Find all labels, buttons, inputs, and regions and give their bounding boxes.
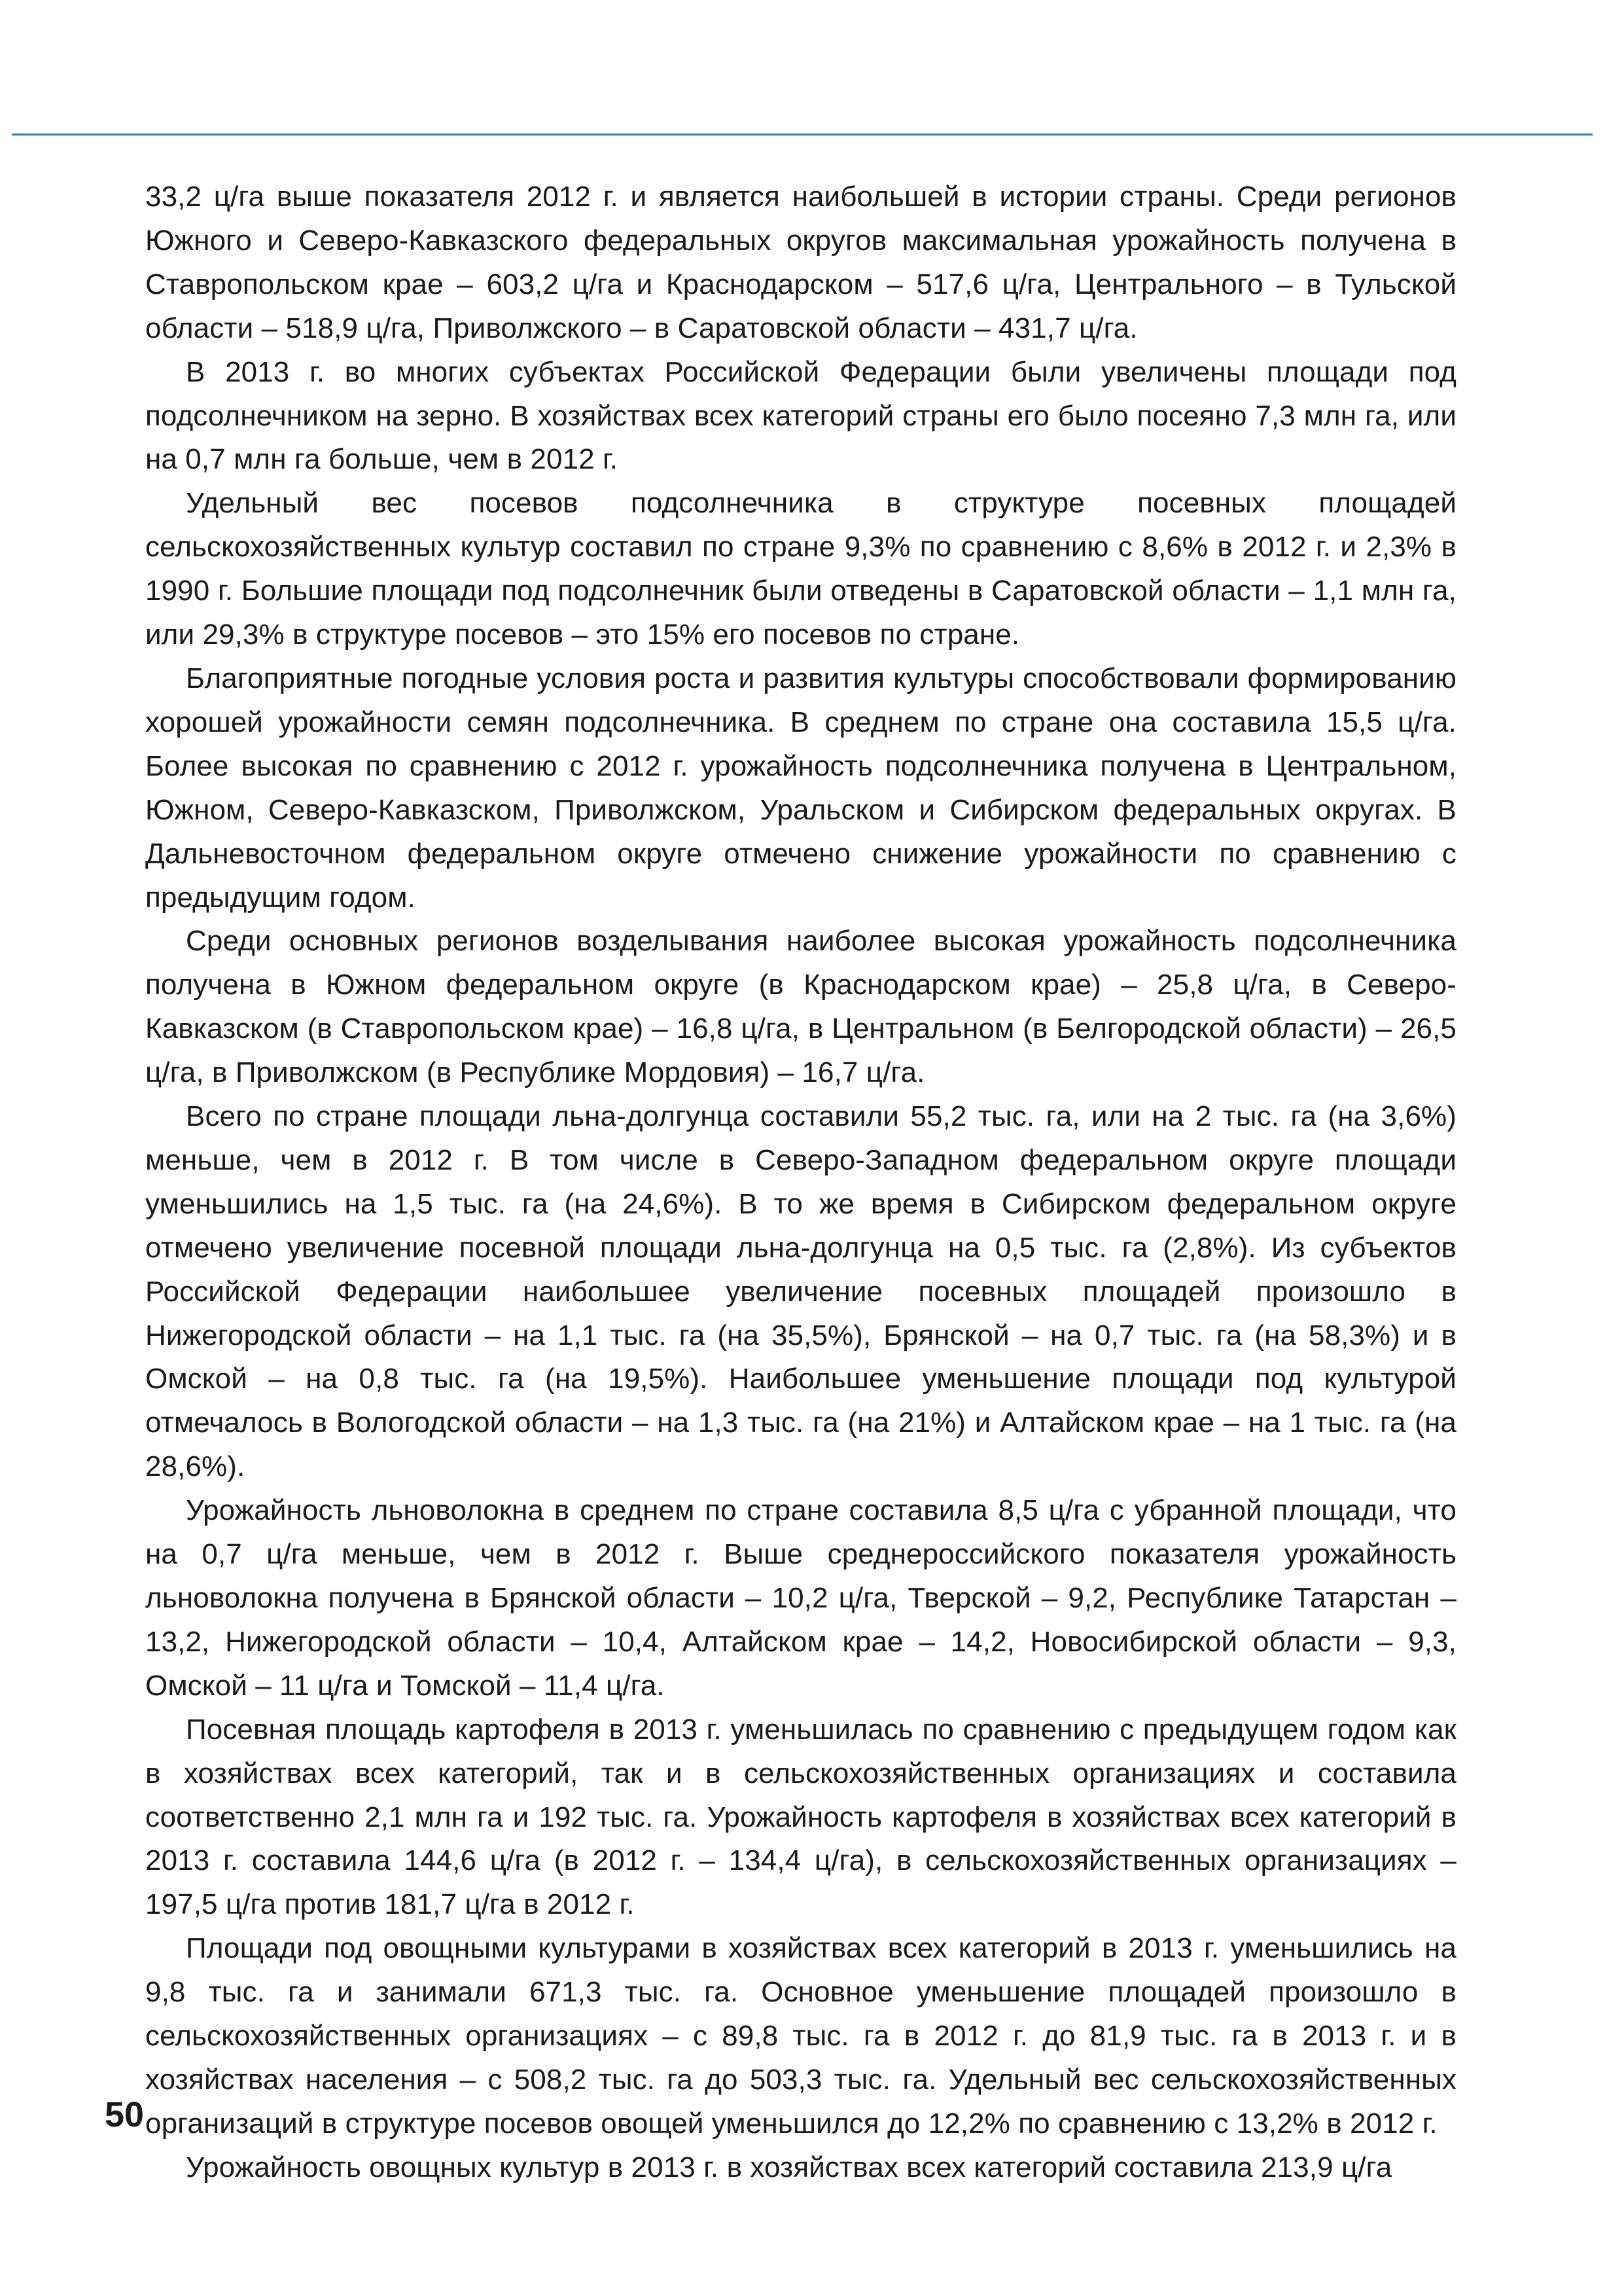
paragraph-2: В 2013 г. во многих субъектах Российской Федерации были увеличены площади под подсолнечником на зерно. В хозяйствах всех категорий страны его было посеяно 7,3 млн га, или на 0,7 млн га больше, чем в 2012 г. <box>145 355 1457 476</box>
header-rule <box>12 134 1593 135</box>
paragraph-8: Посевная площадь картофеля в 2013 г. уменьшилась по сравнению с предыдущем годом как в хозяйствах всех категорий, так и в сельскохозяйственных организациях и составила соответственно 2,1 млн га и 192 тыс. га. Урожайность картофеля в хозяйствах всех категорий в 2013 г. составила 144,6 ц/га (в 2012 г. – 134,4 ц/га), в сельскохозяйственных организациях – 197,5 ц/га против 181,7 ц/га в 2012 г. <box>145 1713 1457 1921</box>
paragraph-6: Всего по стране площади льна-долгунца составили 55,2 тыс. га, или на 2 тыс. га (на 3,6%) меньше, чем в 2012 г. В том числе в Северо-Западном федеральном округе площади уменьшились на 1,5 тыс. га (на 24,6%). В то же время в Сибирском федеральном округе отмечено увеличение посевной площади льна-долгунца на 0,5 тыс. га (2,8%). Из субъектов Российской Федерации наибольшее увеличение посевных площадей произошло в Нижегородской области – на 1,1 тыс. га (на 35,5%), Брянской – на 0,7 тыс. га (на 58,3%) и в Омской – на 0,8 тыс. га (на 19,5%). Наибольшее уменьшение площади под культурой отмечалось в Вологодской области – на 1,3 тыс. га (на 21%) и Алтайском крае – на 1 тыс. га (на 28,6%). <box>145 1100 1457 1483</box>
body-text <box>145 175 1457 2190</box>
paragraph-3: Удельный вес посевов подсолнечника в структуре посевных площадей сельскохозяйственных культур составил по стране 9,3% по сравнению с 8,6% в 2012 г. и 2,3% в 1990 г. Большие площади под подсолнечник были отведены в Саратовской области – 1,1 млн га, или 29,3% в структуре посевов – это 15% его посевов по стране. <box>145 487 1457 651</box>
paragraph-7: Урожайность льноволокна в среднем по стране составила 8,5 ц/га с убранной площади, что на 0,7 ц/га меньше, чем в 2012 г. Выше среднероссийского показателя урожайность льноволокна получена в Брянской области – 10,2 ц/га, Тверской – 9,2, Республике Татарстан – 13,2, Нижегородской области – 10,4, Алтайском крае – 14,2, Новосибирской области – 9,3, Омской – 11 ц/га и Томской – 11,4 ц/га. <box>145 1494 1457 1702</box>
page-number: 50 <box>105 2095 145 2134</box>
paragraph-5: Среди основных регионов возделывания наиболее высокая урожайность подсолнечника получена в Южном федеральном округе (в Краснодарском крае) – 25,8 ц/га, в Северо-Кавказском (в Ставропольском крае) – 16,8 ц/га, в Центральном (в Белгородской области) – 26,5 ц/га, в Приволжском (в Республике Мордовия) – 16,7 ц/га. <box>145 925 1457 1089</box>
paragraph-4: Благоприятные погодные условия роста и развития культуры способствовали формированию хорошей урожайности семян подсолнечника. В среднем по стране она составила 15,5 ц/га. Более высокая по сравнению с 2012 г. урожайность подсолнечника получена в Центральном, Южном, Северо-Кавказском, Приволжском, Уральском и Сибирском федеральных округах. В Дальневосточном федеральном округе отмечено снижение урожайности по сравнению с предыдущим годом. <box>145 662 1457 914</box>
paragraph-9: Площади под овощными культурами в хозяйствах всех категорий в 2013 г. уменьшились на 9,8 тыс. га и занимали 671,3 тыс. га. Основное уменьшение площадей произошло в сельскохозяйственных организациях – с 89,8 тыс. га в 2012 г. до 81,9 тыс. га в 2013 г. и в хозяйствах населения – с 508,2 тыс. га до 503,3 тыс. га. Удельный вес сельскохозяйственных организаций в структуре посевов овощей уменьшился до 12,2% по сравнению с 13,2% в 2012 г. <box>145 1932 1457 2140</box>
paragraph-1: 33,2 ц/га выше показателя 2012 г. и является наибольшей в истории страны. Среди регионов Южного и Северо-Кавказского федеральных округов максимальная урожайность получена в Ставропольском крае – 603,2 ц/га и Краснодарском – 517,6 ц/га, Центрального – в Тульской области – 518,9 ц/га, Приволжского – в Саратовской области – 431,7 ц/га. <box>145 181 1457 344</box>
paragraph-10: Урожайность овощных культур в 2013 г. в хозяйствах всех категорий составила 213,9 ц/га <box>186 2151 1392 2183</box>
